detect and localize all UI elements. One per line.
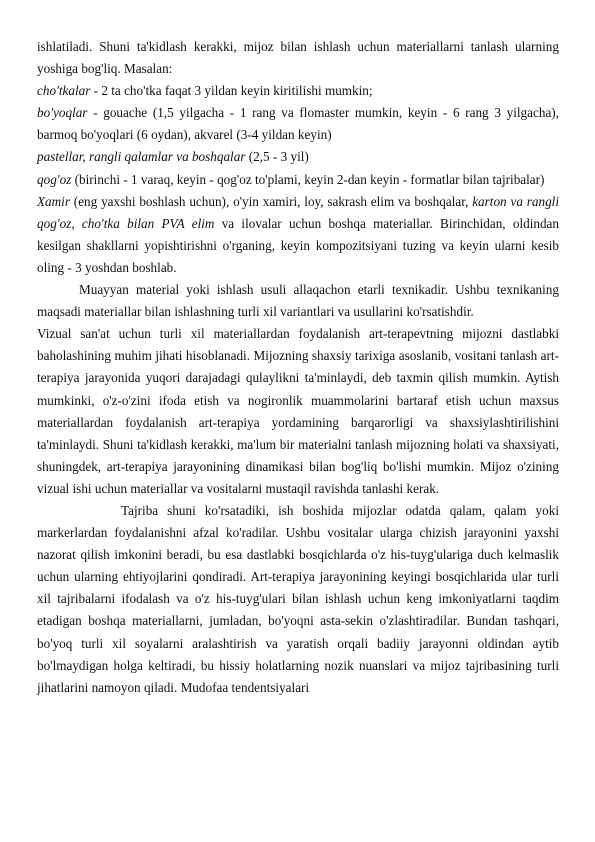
term-cardboard: karton va rangli qog'oz, cho'tka bilan PVA elim (37, 193, 559, 231)
term-paper: qog'oz (37, 171, 72, 187)
list-item-paints (37, 102, 559, 146)
document-body (37, 36, 559, 699)
term-pastels: pastellar, rangli qalamlar va boshqalar (37, 149, 246, 165)
list-item-text: (birinchi - 1 varaq, keyin - qog'oz to'plami, keyin 2-dan keyin - formatlar bilan tajribalar) (71, 171, 545, 187)
list-item-paper (37, 169, 559, 191)
list-item-text: va ilovalar uchun boshqa materiallar. Birinchidan, oldindan kesilgan shakllarni yopishtirishni o'rganing, keyin kompozitsiyani tuzing va keyin ularni kesib oling - 3 yoshdan boshlab. (37, 215, 560, 275)
term-paints: bo'yoqlar (37, 105, 88, 121)
term-dough: Xamir (37, 193, 70, 209)
term-brushes: cho'tkalar (37, 83, 91, 99)
list-item-brushes (37, 80, 559, 102)
list-item-pastels (37, 146, 559, 168)
paragraph-experience: Tajriba shuni ko'rsatadiki, ish boshida mijozlar odatda qalam, qalam yoki markerlardan foydalanishni afzal ko'radilar. Ushbu vositalar ularga chizish jarayonini yaxshi nazorat qilish imkonini beradi, bu esa dastlabki bosqichlarda o'z his-tuyg'ulariga duch kelmaslik uchun ularning ehtiyojlarini qondiradi. Art-terapiya jarayonining keyingi bosqichlarida ular turli xil tajribalarni ifodalash va o'z his-tuyg'ulari bilan ishlash uchun keng imkoniyatlarni taqdim etadigan boshqa materiallarni, jumladan, bo'yoqni asta-sekin o'zlashtiradilar. Bundan tashqari, bo'yoq turli xil soyalarni aralashtirish va yaratish orqali badiiy jarayonni oldindan aytib bo'lmaydigan holga keltiradi, bu hissiy holatlarning nozik nuanslari va mijoz tajribasining turli jihatlarini namoyon qiladi. Mudofaa tendentsiyalari (37, 502, 559, 695)
list-item-dough (37, 191, 559, 279)
paragraph-intro: ishlatiladi. Shuni ta'kidlash kerakki, mijoz bilan ishlash uchun materiallarni tanlash ularning yoshiga bog'liq. Masalan: (37, 39, 559, 77)
paragraph-visual-art: Vizual san'at uchun turli xil materiallardan foydalanish art-terapevtning mijozni dastlabki baholashining muhim jihati hisoblanadi. Mijozning shaxsiy tarixiga asoslanib, vositani tanlash art-terapiya jarayonida yuqori darajadagi qulaylikni ta'minlaydi, deb taxmin qilish mumkin. Aytish mumkinki, o'z-o'zini ifoda etish va nogironlik muammolarini bartaraf etish uchun maxsus materiallardan foydalanish art-terapiya yordamining barqarorligi va shaxsiylashtirilishini ta'minlaydi. Shuni ta'kidlash kerakki, ma'lum bir materialni tanlash mijozning holati va shaxsiyati, shuningdek, art-terapiya jarayonining dinamikasi bilan bog'liq bo'lishi mumkin. Mijoz o'zining vizual ishi uchun materiallar va vositalarni mustaqil ravishda tanlashi kerak. (37, 326, 559, 496)
list-item-text: (2,5 - 3 yil) (245, 149, 309, 165)
list-item-text: - 2 ta cho'tka faqat 3 yildan keyin kiritilishi mumkin; (90, 83, 373, 99)
list-item-text: - gouache (1,5 yilgacha - 1 rang va flomaster mumkin, keyin - 6 rang 3 yilgacha), barmoq bo'yoqlari (6 oydan), akvarel (3-4 yildan keyin) (37, 105, 559, 143)
paragraph-technique: Muayyan material yoki ishlash usuli allaqachon etarli texnikadir. Ushbu texnikaning maqsadi materiallar bilan ishlashning turli xil variantlari va usullarini ko'rsatishdir. (37, 282, 559, 320)
list-item-text: (eng yaxshi boshlash uchun), o'yin xamiri, loy, sakrash elim va boshqalar, (69, 193, 473, 209)
